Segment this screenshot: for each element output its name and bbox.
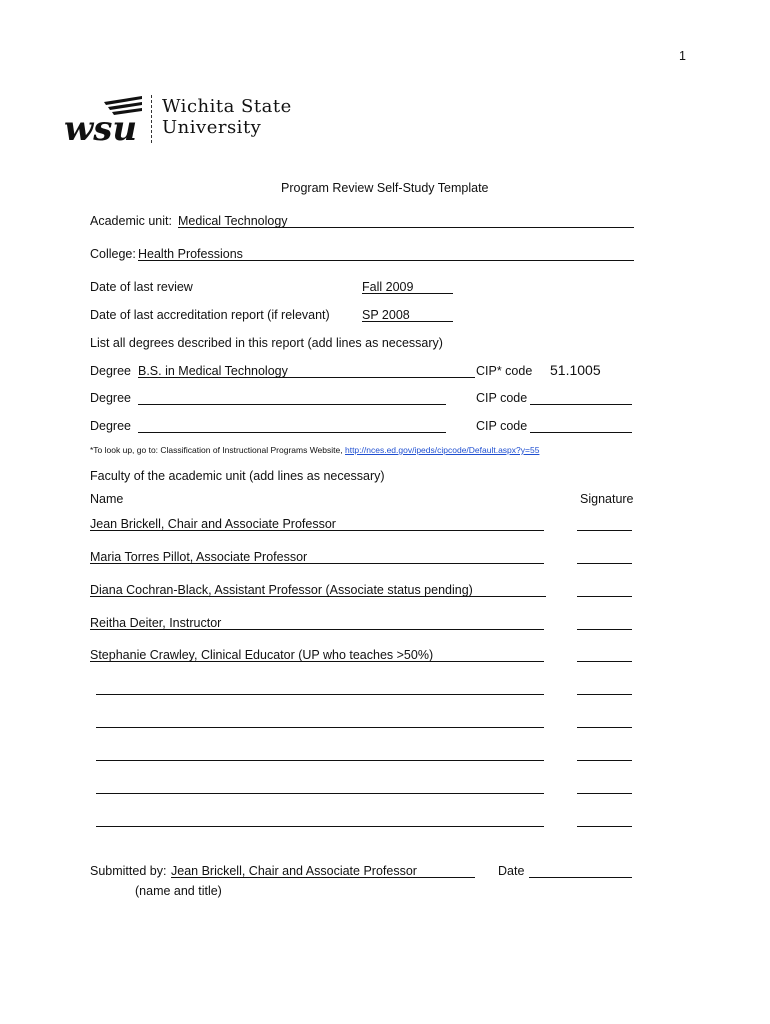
college-label: College: <box>90 247 136 261</box>
degree-line <box>138 377 475 378</box>
signature-header: Signature <box>580 492 634 506</box>
degree-line[interactable] <box>138 404 446 405</box>
degrees-instruction: List all degrees described in this report (add lines as necessary) <box>90 336 443 350</box>
degree-value[interactable]: B.S. in Medical Technology <box>138 364 288 378</box>
academic-unit-label: Academic unit: <box>90 214 172 228</box>
last-review-label: Date of last review <box>90 280 193 294</box>
cip-note-text: *To look up, go to: Classification of Instructional Programs Website, <box>90 445 343 455</box>
cip-note-link[interactable]: http://nces.ed.gov/ipeds/cipcode/Default.aspx?y=55 <box>344 445 540 455</box>
faculty-name-line <box>90 629 544 630</box>
faculty-name-line <box>90 596 546 597</box>
degree-label: Degree <box>90 364 131 378</box>
cip-line[interactable] <box>530 432 632 433</box>
academic-unit-value[interactable]: Medical Technology <box>178 214 288 228</box>
faculty-name-line[interactable] <box>96 694 544 695</box>
faculty-name: Diana Cochran-Black, Assistant Professor (Associate status pending) <box>90 583 473 597</box>
degree-line[interactable] <box>138 432 446 433</box>
submitted-caption: (name and title) <box>135 884 222 898</box>
submitted-value[interactable]: Jean Brickell, Chair and Associate Professor <box>171 864 417 878</box>
faculty-name-line[interactable] <box>96 793 544 794</box>
college-value[interactable]: Health Professions <box>138 247 243 261</box>
wsu-logo-icon <box>64 94 144 148</box>
cip-label: CIP code <box>476 391 528 405</box>
faculty-name-line[interactable] <box>96 727 544 728</box>
faculty-name-line <box>90 530 544 531</box>
logo-divider <box>151 95 152 143</box>
cip-value[interactable]: 51.1005 <box>550 362 601 378</box>
faculty-name: Stephanie Crawley, Clinical Educator (UP who teaches >50%) <box>90 648 434 662</box>
last-review-value[interactable]: Fall 2009 <box>362 280 414 294</box>
page-title: Program Review Self-Study Template <box>281 181 489 195</box>
last-accreditation-label: Date of last accreditation report (if relevant) <box>90 308 330 322</box>
submitted-label: Submitted by: <box>90 864 167 878</box>
page-number: 1 <box>679 49 686 63</box>
signature-line[interactable] <box>577 596 632 597</box>
faculty-name-line <box>90 661 544 662</box>
degree-label: Degree <box>90 419 131 433</box>
college-line <box>138 260 634 261</box>
signature-line[interactable] <box>577 661 632 662</box>
last-review-line <box>362 293 453 294</box>
faculty-name-line <box>90 563 544 564</box>
date-label: Date <box>498 864 525 878</box>
academic-unit-line <box>178 227 634 228</box>
logo-line1: Wichita State <box>162 96 292 117</box>
name-header: Name <box>90 492 124 506</box>
logo-line2: University <box>162 117 262 138</box>
cip-note <box>90 445 539 456</box>
cip-label: CIP* code <box>476 364 533 378</box>
signature-line[interactable] <box>577 727 632 728</box>
cip-line[interactable] <box>530 404 632 405</box>
last-accreditation-line <box>362 321 453 322</box>
degree-label: Degree <box>90 391 131 405</box>
faculty-heading: Faculty of the academic unit (add lines as necessary) <box>90 469 385 483</box>
logo-mark-text: wsu <box>64 109 138 148</box>
signature-line[interactable] <box>577 563 632 564</box>
submitted-line <box>171 877 475 878</box>
signature-line[interactable] <box>577 629 632 630</box>
signature-line[interactable] <box>577 826 632 827</box>
last-accreditation-value[interactable]: SP 2008 <box>362 308 410 322</box>
signature-line[interactable] <box>577 760 632 761</box>
signature-line[interactable] <box>577 694 632 695</box>
date-line[interactable] <box>529 877 632 878</box>
faculty-name-line[interactable] <box>96 826 544 827</box>
faculty-name: Jean Brickell, Chair and Associate Professor <box>90 517 336 531</box>
faculty-name: Maria Torres Pillot, Associate Professor <box>90 550 308 564</box>
signature-line[interactable] <box>577 793 632 794</box>
signature-line[interactable] <box>577 530 632 531</box>
cip-label: CIP code <box>476 419 528 433</box>
faculty-name-line[interactable] <box>96 760 544 761</box>
faculty-name: Reitha Deiter, Instructor <box>90 616 222 630</box>
